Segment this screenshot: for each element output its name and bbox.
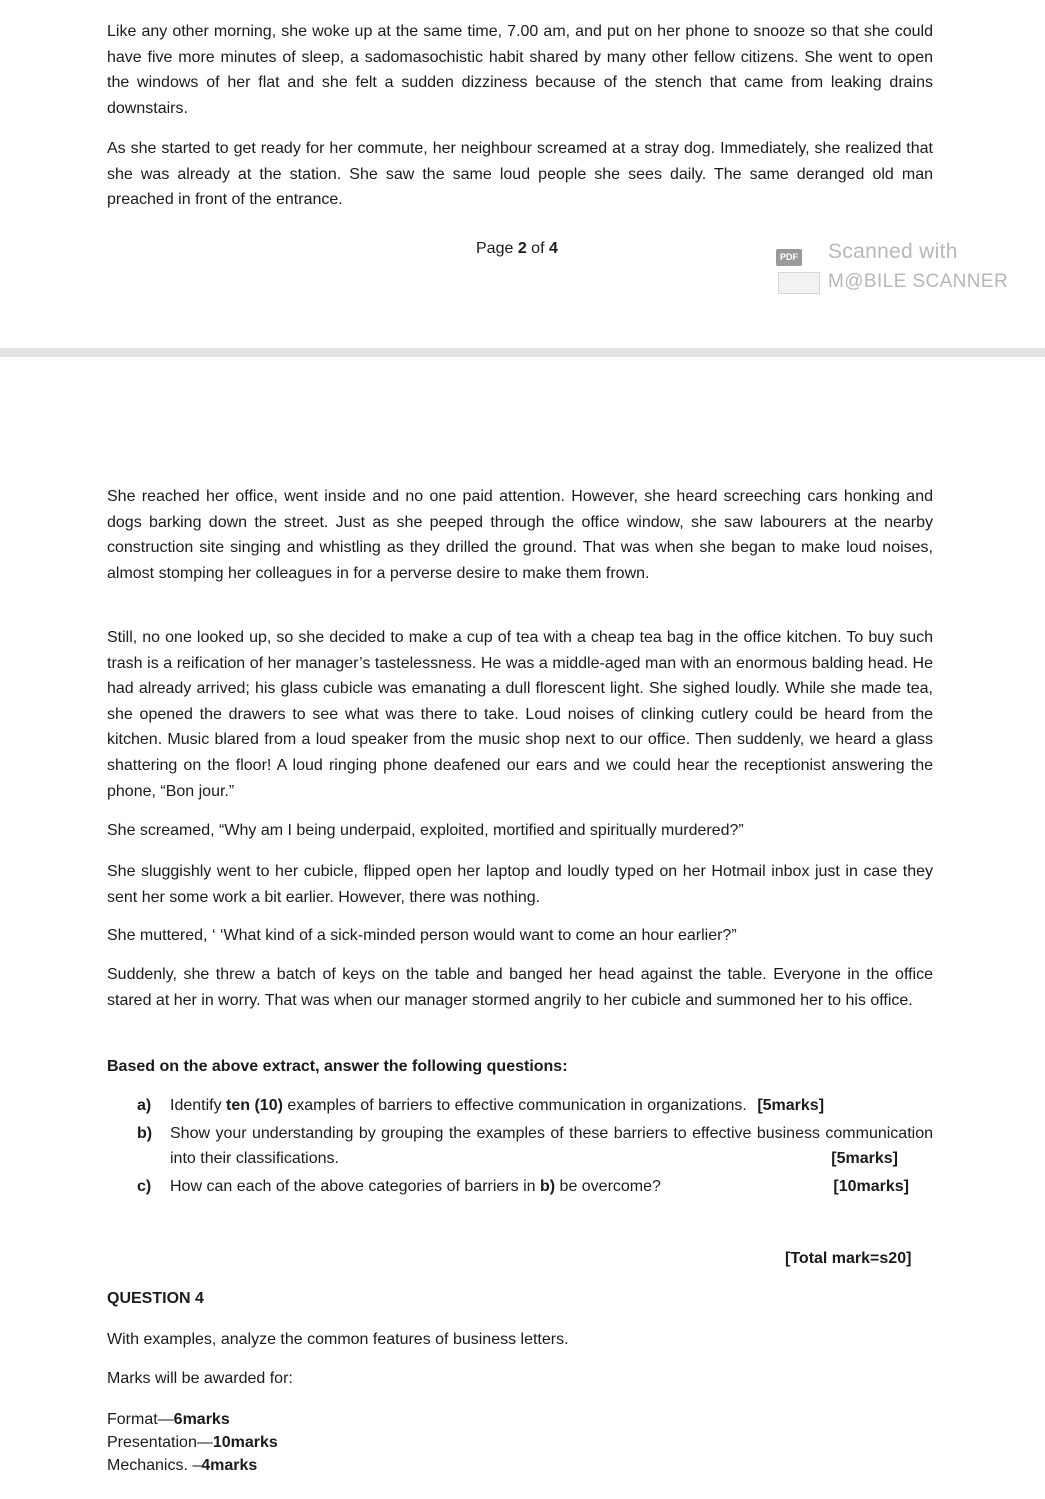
question-marks: [10marks] xyxy=(833,1177,909,1195)
page-number: Page 2 of 4 xyxy=(476,240,558,257)
watermark-line2: M@BILE SCANNER xyxy=(828,271,1009,292)
question-letter: a) xyxy=(137,1097,152,1114)
question-letter: c) xyxy=(137,1177,152,1195)
question-c xyxy=(137,1174,933,1200)
question-a xyxy=(137,1093,933,1119)
watermark-line1: Scanned with xyxy=(828,240,958,263)
question-4-prompt: With examples, analyze the common features of business letters. xyxy=(107,1331,569,1348)
question-letter: b) xyxy=(137,1124,153,1142)
instruction: Based on the above extract, answer the following questions: xyxy=(107,1058,568,1075)
criterion-mechanics: Mechanics. –4marks xyxy=(107,1457,258,1474)
paragraph-keys: Suddenly, she threw a batch of keys on the table and banged her head against the table. Everyone in the office stared at her in worry. That was when our manager stormed angrily to her cubicle and summoned her to his office. xyxy=(107,966,933,1009)
page-3 xyxy=(0,357,1045,1499)
marks-intro: Marks will be awarded for: xyxy=(107,1370,293,1387)
page-separator xyxy=(0,348,1045,357)
paragraph-office: She reached her office, went inside and no one paid attention. However, she heard screeching cars honking and dogs barking down the street. Just as she peeped through the office window, she saw labourers at the nearby construction site singing and whistling as they drilled the ground. That was when she began to make loud noises, almost stomping her colleagues in for a perverse desire to make them frown. xyxy=(107,488,933,582)
question-marks: [5marks] xyxy=(757,1097,825,1114)
question-list xyxy=(137,1093,933,1199)
paragraph-commute: As she started to get ready for her commute, her neighbour screamed at a stray dog. Immediately, she realized that she was already at the station. She saw the same loud people she sees daily. The same deranged old man preached in front of the entrance. xyxy=(107,140,933,209)
paragraph-cubicle: She sluggishly went to her cubicle, flipped open her laptop and loudly typed on her Hotmail inbox just in case they sent her some work a bit earlier. However, there was nothing. xyxy=(107,863,933,906)
question-b xyxy=(137,1121,933,1172)
scanner-watermark xyxy=(776,240,1016,300)
paragraph-muttered: She muttered, ‘ ‘What kind of a sick-minded person would want to come an hour earlier?” xyxy=(107,927,737,944)
total-marks: [Total mark=s20] xyxy=(785,1250,912,1267)
question-text: Identify ten (10) examples of barriers to effective communication in organizations. [5marks] xyxy=(170,1097,825,1114)
question-marks: [5marks] xyxy=(831,1150,898,1168)
criterion-format: Format—6marks xyxy=(107,1411,230,1428)
criterion-presentation: Presentation—10marks xyxy=(107,1434,278,1451)
paragraph-tea: Still, no one looked up, so she decided to make a cup of tea with a cheap tea bag in the office kitchen. To buy such trash is a reification of her manager’s tastelessness. He was a middle-aged man with an enormous balding head. He had already arrived; his glass cubicle was emanating a dull florescent light. She sighed loudly. While she made tea, she opened the drawers to see what was there to take. Loud noises of clinking cutlery could be heard from the kitchen. Music blared from a loud speaker from the music shop next to our office. Then suddenly, we heard a glass shattering on the floor! A loud ringing phone deafened our ears and we could hear the receptionist answering the phone, “Bon jour.” xyxy=(107,629,933,800)
document-icon xyxy=(778,272,820,294)
question-text: Show your understanding by grouping the examples of these barriers to effective business communication into their classifications. xyxy=(170,1124,933,1168)
pdf-icon: PDF xyxy=(776,249,802,266)
paragraph-morning: Like any other morning, she woke up at the same time, 7.00 am, and put on her phone to snooze so that she could have five more minutes of sleep, a sadomasochistic habit shared by many other fellow citizens. She went to open the windows of her flat and she felt a sudden dizziness because of the stench that came from leaking drains downstairs. xyxy=(107,23,933,117)
page-2-bottom xyxy=(0,0,1045,348)
question-4-heading: QUESTION 4 xyxy=(107,1290,204,1307)
question-text: How can each of the above categories of barriers in b) be overcome? xyxy=(170,1177,661,1195)
paragraph-screamed: She screamed, “Why am I being underpaid, exploited, mortified and spiritually murdered?” xyxy=(107,822,744,839)
